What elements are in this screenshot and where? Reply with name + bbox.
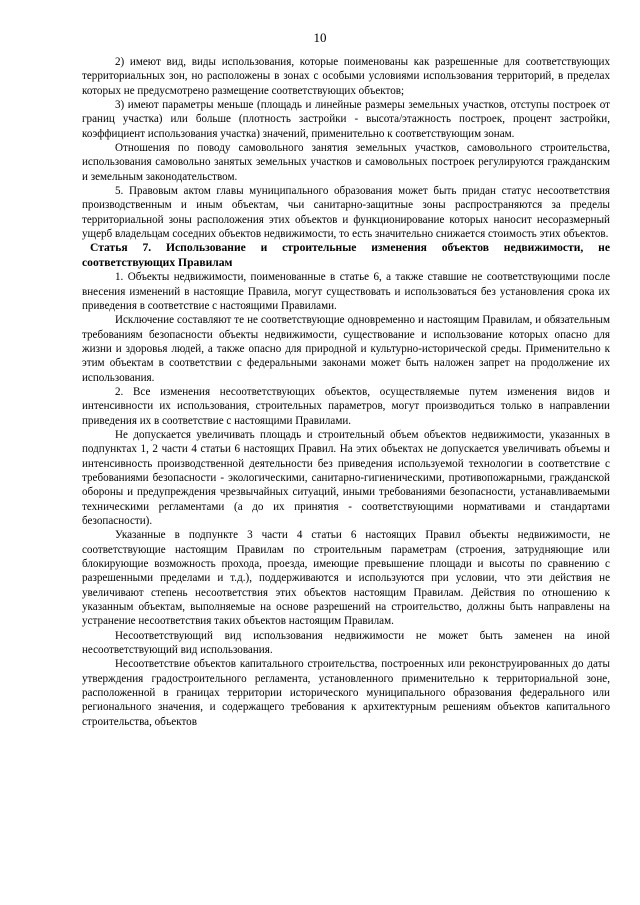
article-7-point-1: 1. Объекты недвижимости, поименованные в статье 6, а также ставшие не соответствующими после внесения изменений в настоящие Правила, могут существовать и использоваться без установления срока их приведения в соответствие с настоящими Правилами. bbox=[82, 271, 610, 312]
paragraph-point-5: 5. Правовым актом главы муниципального образования может быть придан статус несоответствия производственным и иным объектам, чьи санитарно-защитные зоны распространяются за пределы территориальной зоны расположения этих объектов и функционирование которых наносит несоразмерный ущерб владельцам соседних объектов недвижимости, то есть значительно снижается стоимость этих объектов. bbox=[82, 185, 610, 241]
article-7-point-2: 2. Все изменения несоответствующих объектов, осуществляемые путем изменения видов и интенсивности их использования, строительных параметров, могут производиться только в направлении приведения их в соответствие с настоящими Правилами. bbox=[82, 385, 610, 427]
article-7-exception: Исключение составляют те не соответствующие одновременно и настоящим Правилам, и обязательным требованиям безопасности объекты недвижимости, существование и использование которых опасно для жизни и здоровья людей, а также опасно для природной и культурно-исторической среды. Применительно к этим объектам в соответствии с федеральными законами может быть наложен запрет на продолжение их использования. bbox=[82, 314, 610, 384]
paragraph-item-3: 3) имеют параметры меньше (площадь и линейные размеры земельных участков, отступы построек от границ участка) или больше (плотность застройки - высота/этажность построек, процент застройки, коэффициент использования участка) значений, применительно к соответствующим зонам. bbox=[82, 99, 610, 140]
paragraph-self-construction: Отношения по поводу самовольного занятия земельных участков, самовольного строительства, использования самовольно занятых земельных участков и самовольных построек регулируются гражданским и земельным законодательством. bbox=[82, 142, 610, 183]
article-7-volume-restriction: Не допускается увеличивать площадь и строительный объем объектов недвижимости, указанных в подпунктах 1, 2 части 4 статьи 6 настоящих Правил. На этих объектах не допускается увеличивать объемы и интенсивность производственной деятельности без приведения используемой технологии в соответствие с требованиями безопасности - экологическими, санитарно-гигиеническими, противопожарными, гражданской обороны и предупреждения чрезвычайных ситуаций, иными требованиями безопасности, устанавливаемыми техническими регламентами (а до их принятия - соответствующими нормативами и стандартами безопасности). bbox=[82, 428, 610, 527]
article-7-use-replacement: Несоответствующий вид использования недвижимости не может быть заменен на иной несоответствующий вид использования. bbox=[82, 629, 610, 657]
article-7-parameters-paragraph: Указанные в подпункте 3 части 4 статьи 6 настоящих Правил объекты недвижимости, не соответствующие настоящим Правилам по строительным параметрам (строения, затрудняющие или блокирующие возможность прохода, проезда, имеющие превышение площади и высоты по сравнению с разрешенными пределами и т.д.), поддерживаются и используются при условии, что эти действия не увеличивают степень несоответствия этих объектов настоящим Правилам. Действия по отношению к указанным объектам, выполняемые на основе разрешений на строительство, должны быть направлены на устранение несоответствия таких объектов настоящим Правилам. bbox=[82, 529, 610, 628]
document-body bbox=[82, 55, 610, 729]
paragraph-item-2: 2) имеют вид, виды использования, которые поименованы как разрешенные для соответствующих территориальных зон, но расположены в зонах с особыми условиями использования территорий, в пределах которых не предусмотрено размещение соответствующих объектов; bbox=[82, 56, 610, 97]
article-7-heading: Статья 7. Использование и строительные изменения объектов недвижимости, не соответствующих Правилам bbox=[82, 241, 610, 269]
article-7-historic-objects: Несоответствие объектов капитального строительства, построенных или реконструированных до даты утверждения градостроительного регламента, установленного применительно к территориальной зоне, расположенной в границах территории исторического муниципального образования федерального или регионального значения, и содержащего требования к архитектурным решениям объектов капитального строительства, объектов bbox=[82, 658, 610, 728]
page-number: 10 bbox=[313, 30, 327, 45]
